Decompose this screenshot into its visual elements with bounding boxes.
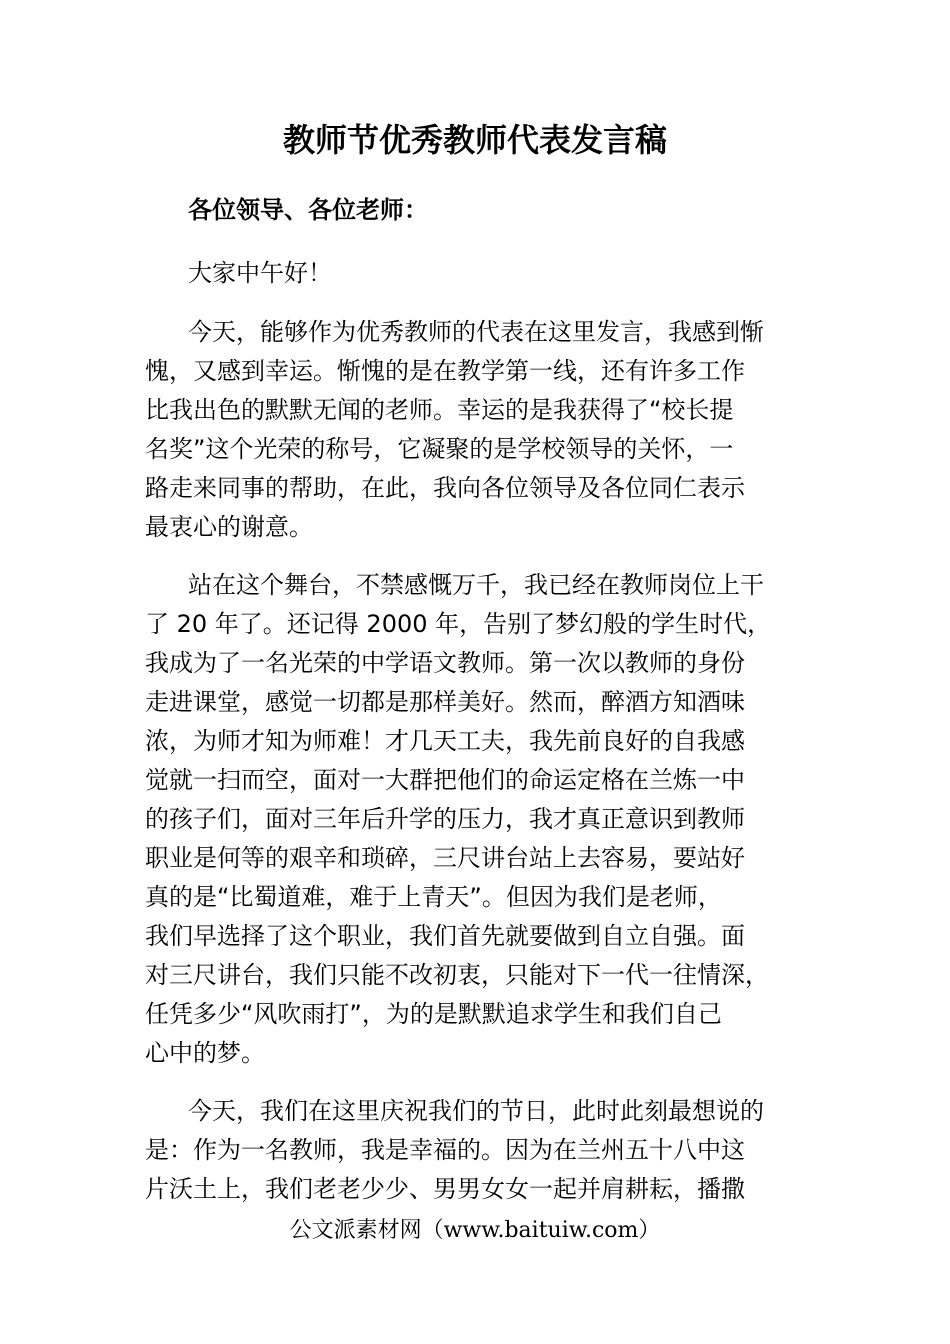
paragraph-line: 大家中午好！ xyxy=(188,259,332,287)
salutation: 各位领导、各位老师： xyxy=(188,196,428,224)
paragraph-celebration xyxy=(145,1092,810,1209)
paragraph-line: 我成为了一名光荣的中学语文教师。第一次以教师的身份 xyxy=(145,649,745,677)
paragraph-line: 对三尺讲台，我们只能不改初衷，只能对下一代一往情深， xyxy=(145,961,769,989)
paragraph-line: 站在这个舞台，不禁感慨万千，我已经在教师岗位上干 xyxy=(188,571,764,599)
paragraph-line: 今天，能够作为优秀教师的代表在这里发言，我感到惭 xyxy=(188,318,764,346)
paragraph-line: 真的是“比蜀道难，难于上青天”。但因为我们是老师， xyxy=(145,883,722,911)
document-title: 教师节优秀教师代表发言稿 xyxy=(282,121,667,159)
paragraph-line: 是：作为一名教师，我是幸福的。因为在兰州五十八中这 xyxy=(145,1136,745,1164)
paragraph-line: 名奖”这个光荣的称号，它凝聚的是学校领导的关怀，一 xyxy=(145,435,734,463)
paragraph-line: 职业是何等的艰辛和琐碎，三尺讲台站上去容易，要站好 xyxy=(145,844,745,872)
paragraph-line: 走进课堂，感觉一切都是那样美好。然而，醉酒方知酒味 xyxy=(145,688,745,716)
paragraph-career xyxy=(145,566,810,1073)
paragraph-line: 觉就一扫而空，面对一大群把他们的命运定格在兰炼一中 xyxy=(145,766,745,794)
paragraph-line: 最衷心的谢意。 xyxy=(145,513,313,541)
paragraph-line: 浓，为师才知为师难！才几天工夫，我先前良好的自我感 xyxy=(145,727,745,755)
paragraph-line: 片沃土上，我们老老少少、男男女女一起并肩耕耘，播撒 xyxy=(145,1175,745,1203)
paragraph-line: 路走来同事的帮助，在此，我向各位领导及各位同仁表示 xyxy=(145,474,745,502)
paragraph-line: 我们早选择了这个职业，我们首先就要做到自立自强。面 xyxy=(145,922,745,950)
paragraph-line: 任凭多少“风吹雨打”，为的是默默追求学生和我们自己 xyxy=(145,1000,722,1028)
paragraph-line: 今天，我们在这里庆祝我们的节日，此时此刻最想说的 xyxy=(188,1097,764,1125)
footer-source: 公文派素材网（www.baituiw.com） xyxy=(289,1218,661,1243)
paragraph-line: 心中的梦。 xyxy=(145,1039,265,1067)
paragraph-greeting xyxy=(145,254,810,293)
paragraph-line: 了 20 年了。还记得 2000 年，告别了梦幻般的学生时代， xyxy=(145,610,772,638)
paragraph-intro xyxy=(145,313,810,547)
paragraph-line: 比我出色的默默无闻的老师。幸运的是我获得了“校长提 xyxy=(145,396,734,424)
paragraph-line: 的孩子们，面对三年后升学的压力，我才真正意识到教师 xyxy=(145,805,745,833)
paragraph-line: 愧，又感到幸运。惭愧的是在教学第一线，还有许多工作 xyxy=(145,357,745,385)
